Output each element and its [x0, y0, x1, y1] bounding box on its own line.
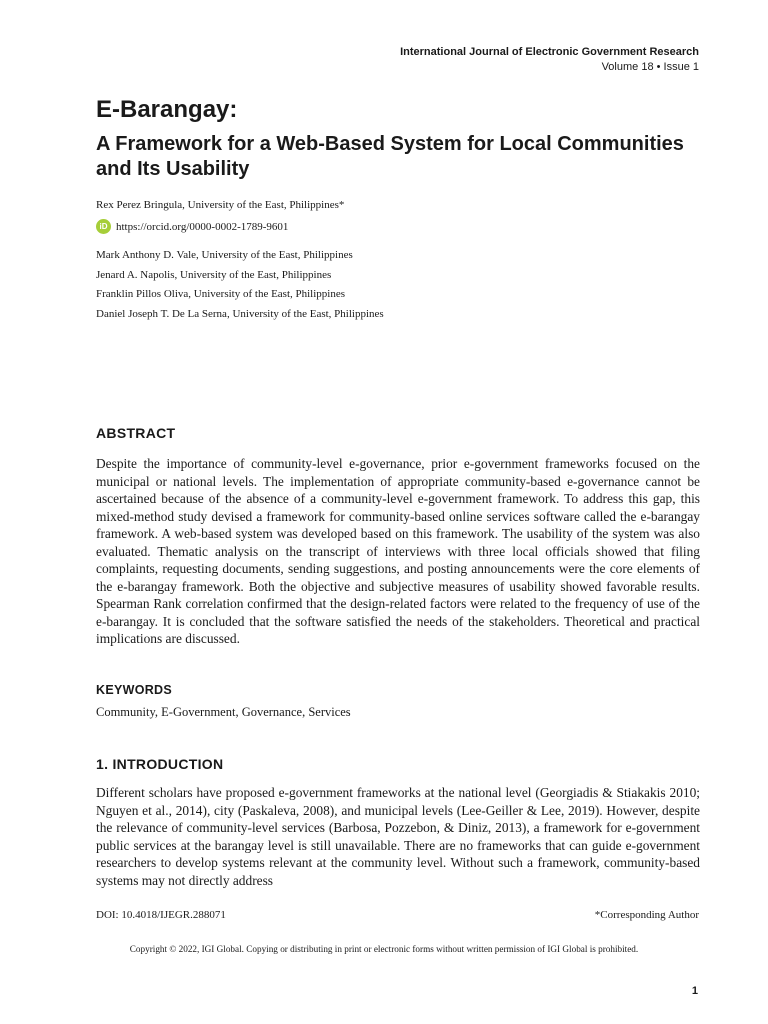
volume-issue: Volume 18 • Issue 1	[601, 61, 699, 73]
corresponding-note: *Corresponding Author	[594, 909, 699, 921]
keywords-heading: KEYWORDS	[96, 683, 173, 697]
paper-title	[96, 94, 696, 182]
journal-name: International Journal of Electronic Government Research	[400, 46, 699, 58]
journal-header	[400, 45, 699, 75]
orcid-icon: iD	[96, 219, 111, 234]
copyright-notice: Copyright © 2022, IGI Global. Copying or distributing in print or electronic forms without written permission of IGI Global is prohibited.	[129, 944, 639, 954]
author-item: Daniel Joseph T. De La Serna, University of the East, Philippines	[96, 307, 384, 320]
corresponding-author: Rex Perez Bringula, University of the East, Philippines*	[96, 199, 345, 211]
author-list	[96, 246, 384, 324]
author-item: Mark Anthony D. Vale, University of the East, Philippines	[96, 249, 353, 261]
title-main: E-Barangay:	[96, 96, 238, 123]
author-item: Franklin Pillos Oliva, University of the East, Philippines	[96, 288, 346, 300]
orcid-link[interactable]: https://orcid.org/0000-0002-1789-9601	[116, 220, 289, 233]
abstract-text: Despite the importance of community-level e-governance, prior e-government frameworks focused on the municipal or national levels. The implementation of appropriate community-based e-governance cannot be ascertained because of the absence of a community-level e-government framework. To address this gap, this mixed-method study devised a framework for community-based online services software called the e-barangay framework. A web-based system was developed based on this framework. The usability of the system was also evaluated. Thematic analysis on the transcript of interviews with three local officials showed that filing complaints, requesting documents, sending suggestions, and posting announcements were the core elements of the e-barangay framework. Both the objective and subjective measures of usability showed favorable results. Spearman Rank correlation confirmed that the design-related factors were related to the frequency of use of the e-barangay. It is concluded that the software satisfied the needs of the stakeholders. Theoretical and practical implications are discussed.	[96, 456, 700, 646]
title-subtitle: A Framework for a Web-Based System for Local Communities and Its Usability	[96, 133, 684, 180]
keywords-text: Community, E-Government, Governance, Services	[96, 705, 351, 719]
introduction-text: Different scholars have proposed e-government frameworks at the national level (Georgiadis & Stiakakis 2010; Nguyen et al., 2014), city (Paskaleva, 2008), and municipal levels (Lee-Geiller & Lee, 2019). However, despite the relevance of community-level services (Barbosa, Pozzebon, & Diniz, 2013), a framework for e-government public services at the barangay level is still unavailable. There are no frameworks that can guide e-government researchers to develop systems relevant at the community level. Without such a framework, community-based systems may not directly address	[96, 785, 700, 888]
page-number: 1	[691, 985, 698, 997]
introduction-heading: 1. INTRODUCTION	[96, 756, 224, 772]
author-item: Jenard A. Napolis, University of the East, Philippines	[96, 268, 332, 281]
abstract-heading: ABSTRACT	[96, 425, 176, 441]
orcid-line	[96, 219, 288, 234]
doi: DOI: 10.4018/IJEGR.288071	[96, 909, 226, 921]
